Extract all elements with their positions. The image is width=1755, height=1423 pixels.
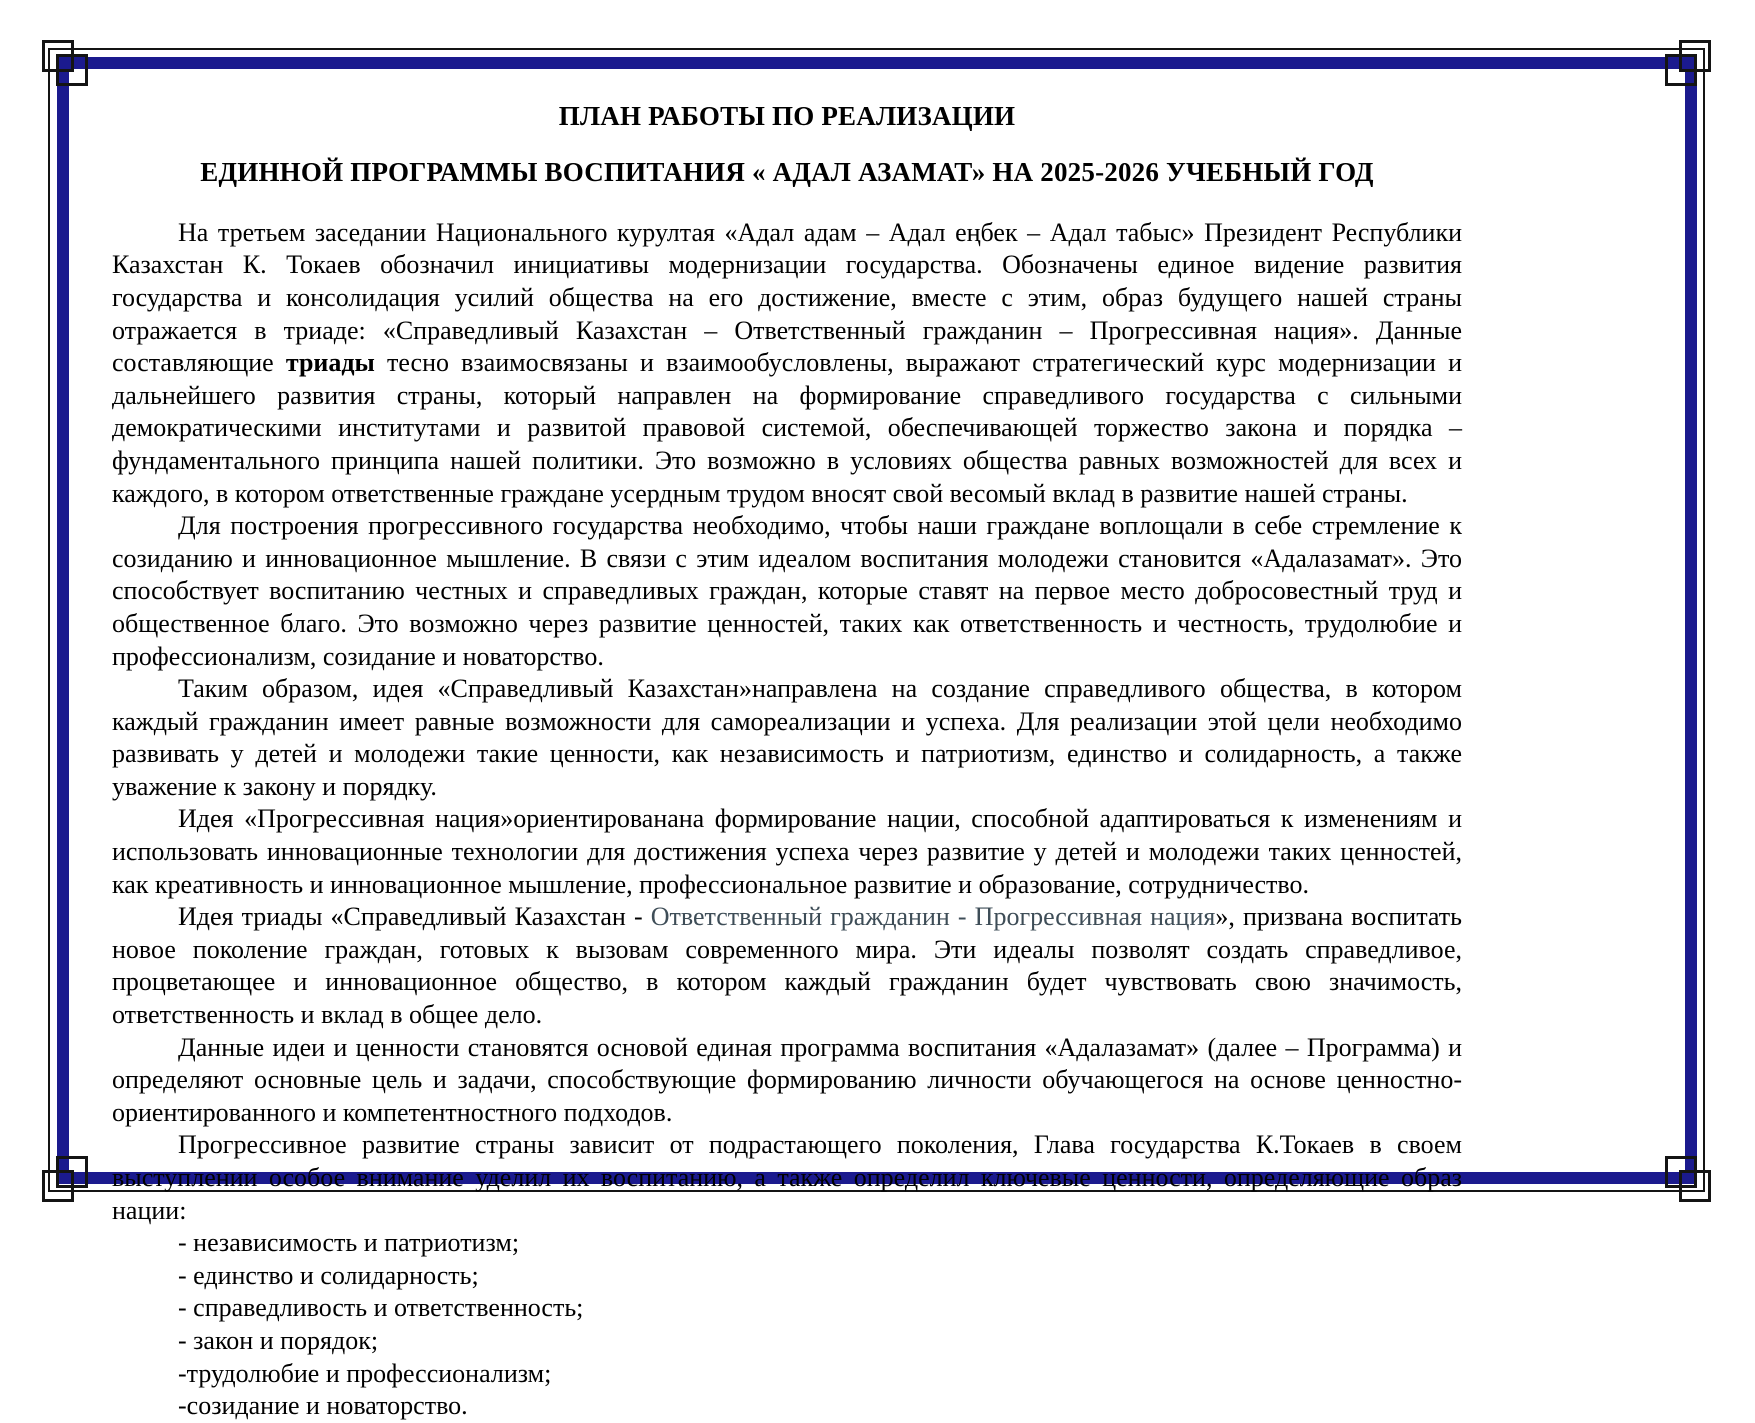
corner-square-icon <box>1665 54 1697 86</box>
frame-corner-ornament-top-right <box>1637 38 1713 114</box>
text-segment: Данные идеи и ценности становятся основой единая программа воспитания «Адалазамат» (далее – Программа) и определяют основные цель и задачи, способствующие формированию личности обучающегося на основе ценностно-ориентированного и компетентностного подходов. <box>112 1032 1462 1127</box>
paragraph <box>112 803 1462 901</box>
text-segment: », призвана воспитать новое поколение граждан, готовых к вызовам современного мира. Эти идеалы позволят создать справедливое, процветающее и инновационное общество, в котором каждый гражданин будет чувствовать свою значимость, ответственность и вклад в общее дело. <box>112 902 1462 1030</box>
accent-text-segment: Ответственный гражданин - Прогрессивная нация <box>650 902 1216 932</box>
paragraph <box>112 1032 1462 1130</box>
corner-square-icon <box>1679 1170 1711 1202</box>
text-segment: - независимость и патриотизм; <box>178 1228 520 1258</box>
paragraph <box>112 1129 1462 1227</box>
frame-corner-ornament-bottom-left <box>40 1128 116 1204</box>
text-segment: На третьем заседании Национального курултая «Адал адам – Адал еңбек – Адал табыс» Президент Республики Казахстан К. Токаев обозначил инициативы модернизации государства. Обозначены единое видение развития государства и консолидация усилий общества на его достижение, вместе с этим, образ будущего нашей страны отражается в триаде: «Справедливый Казахстан – Ответственный гражданин – Прогрессивная нация». Данные составляющие <box>112 217 1462 378</box>
document-body <box>112 217 1462 1423</box>
text-segment: Идея триады «Справедливый Казахстан - <box>178 902 651 932</box>
frame-corner-ornament-bottom-right <box>1637 1128 1713 1204</box>
list-item <box>112 1292 1462 1325</box>
corner-square-icon <box>42 1170 74 1202</box>
corner-square-icon <box>56 54 88 86</box>
paragraph <box>112 217 1462 510</box>
paragraph <box>112 673 1462 803</box>
paragraph <box>112 901 1462 1031</box>
text-segment: Идея «Прогрессивная нация»ориентированана формирование нации, способной адаптироваться к изменениям и использовать инновационные технологии для достижения успеха через развитие у детей и молодежи таких ценностей, как креативность и инновационное мышление, профессиональное развитие и образование, сотрудничество. <box>112 804 1462 899</box>
list-item <box>112 1260 1462 1293</box>
text-segment: - закон и порядок; <box>178 1325 379 1355</box>
list-item <box>112 1325 1462 1358</box>
corner-square-icon <box>56 1156 88 1188</box>
corner-square-icon <box>1665 1156 1697 1188</box>
text-segment: -трудолюбие и профессионализм; <box>178 1358 552 1388</box>
list-item <box>112 1227 1462 1260</box>
text-segment: Таким образом, идея «Справедливый Казахстан»направлена на создание справедливого общества, в котором каждый гражданин имеет равные возможности для самореализации и успеха. Для реализации этой цели необходимо развивать у детей и молодежи такие ценности, как независимость и патриотизм, единство и солидарность, а также уважение к закону и порядку. <box>112 674 1462 801</box>
bold-text-segment: триады <box>285 348 375 378</box>
corner-square-icon <box>42 40 74 72</box>
document-title-line1: ПЛАН РАБОТЫ ПО РЕАЛИЗАЦИИ <box>558 101 1016 131</box>
list-item <box>112 1390 1462 1423</box>
document-title-line2: ЕДИННОЙ ПРОГРАММЫ ВОСПИТАНИЯ « АДАЛ АЗАМАТ» НА 2025-2026 УЧЕБНЫЙ ГОД <box>200 157 1374 188</box>
document-content <box>112 100 1462 1423</box>
text-segment: Прогрессивное развитие страны зависит от подрастающего поколения, Глава государства К.Токаев в своем выступлении особое внимание уделил их воспитанию, а также определил ключевые ценности, определяющие образ нации: <box>112 1130 1462 1225</box>
text-segment: - справедливость и ответственность; <box>178 1293 584 1323</box>
text-segment: - единство и солидарность; <box>178 1260 479 1290</box>
text-segment: Для построения прогрессивного государства необходимо, чтобы наши граждане воплощали в себе стремление к созиданию и инновационное мышление. В связи с этим идеалом воспитания молодежи становится «Адалазамат». Это способствует воспитанию честных и справедливых граждан, которые ставят на первое место добросовестный труд и общественное благо. Это возможно через развитие ценностей, таких как ответственность и честность, трудолюбие и профессионализм, созидание и новаторство. <box>112 511 1462 671</box>
list-item <box>112 1358 1462 1391</box>
text-segment: тесно взаимосвязаны и взаимообусловлены, выражают стратегический курс модернизации и дальнейшего развития страны, который направлен на формирование справедливого государства с сильными демократическими институтами и развитой правовой системой, обеспечивающей торжество закона и порядка – фундаментального принципа нашей политики. Это возможно в условиях общества равных возможностей для всех и каждого, в котором ответственные граждане усердным трудом вносят свой весомый вклад в развитие нашей страны. <box>112 348 1462 508</box>
text-segment: -созидание и новаторство. <box>178 1391 468 1421</box>
paragraph <box>112 510 1462 673</box>
corner-square-icon <box>1679 40 1711 72</box>
frame-corner-ornament-top-left <box>40 38 116 114</box>
